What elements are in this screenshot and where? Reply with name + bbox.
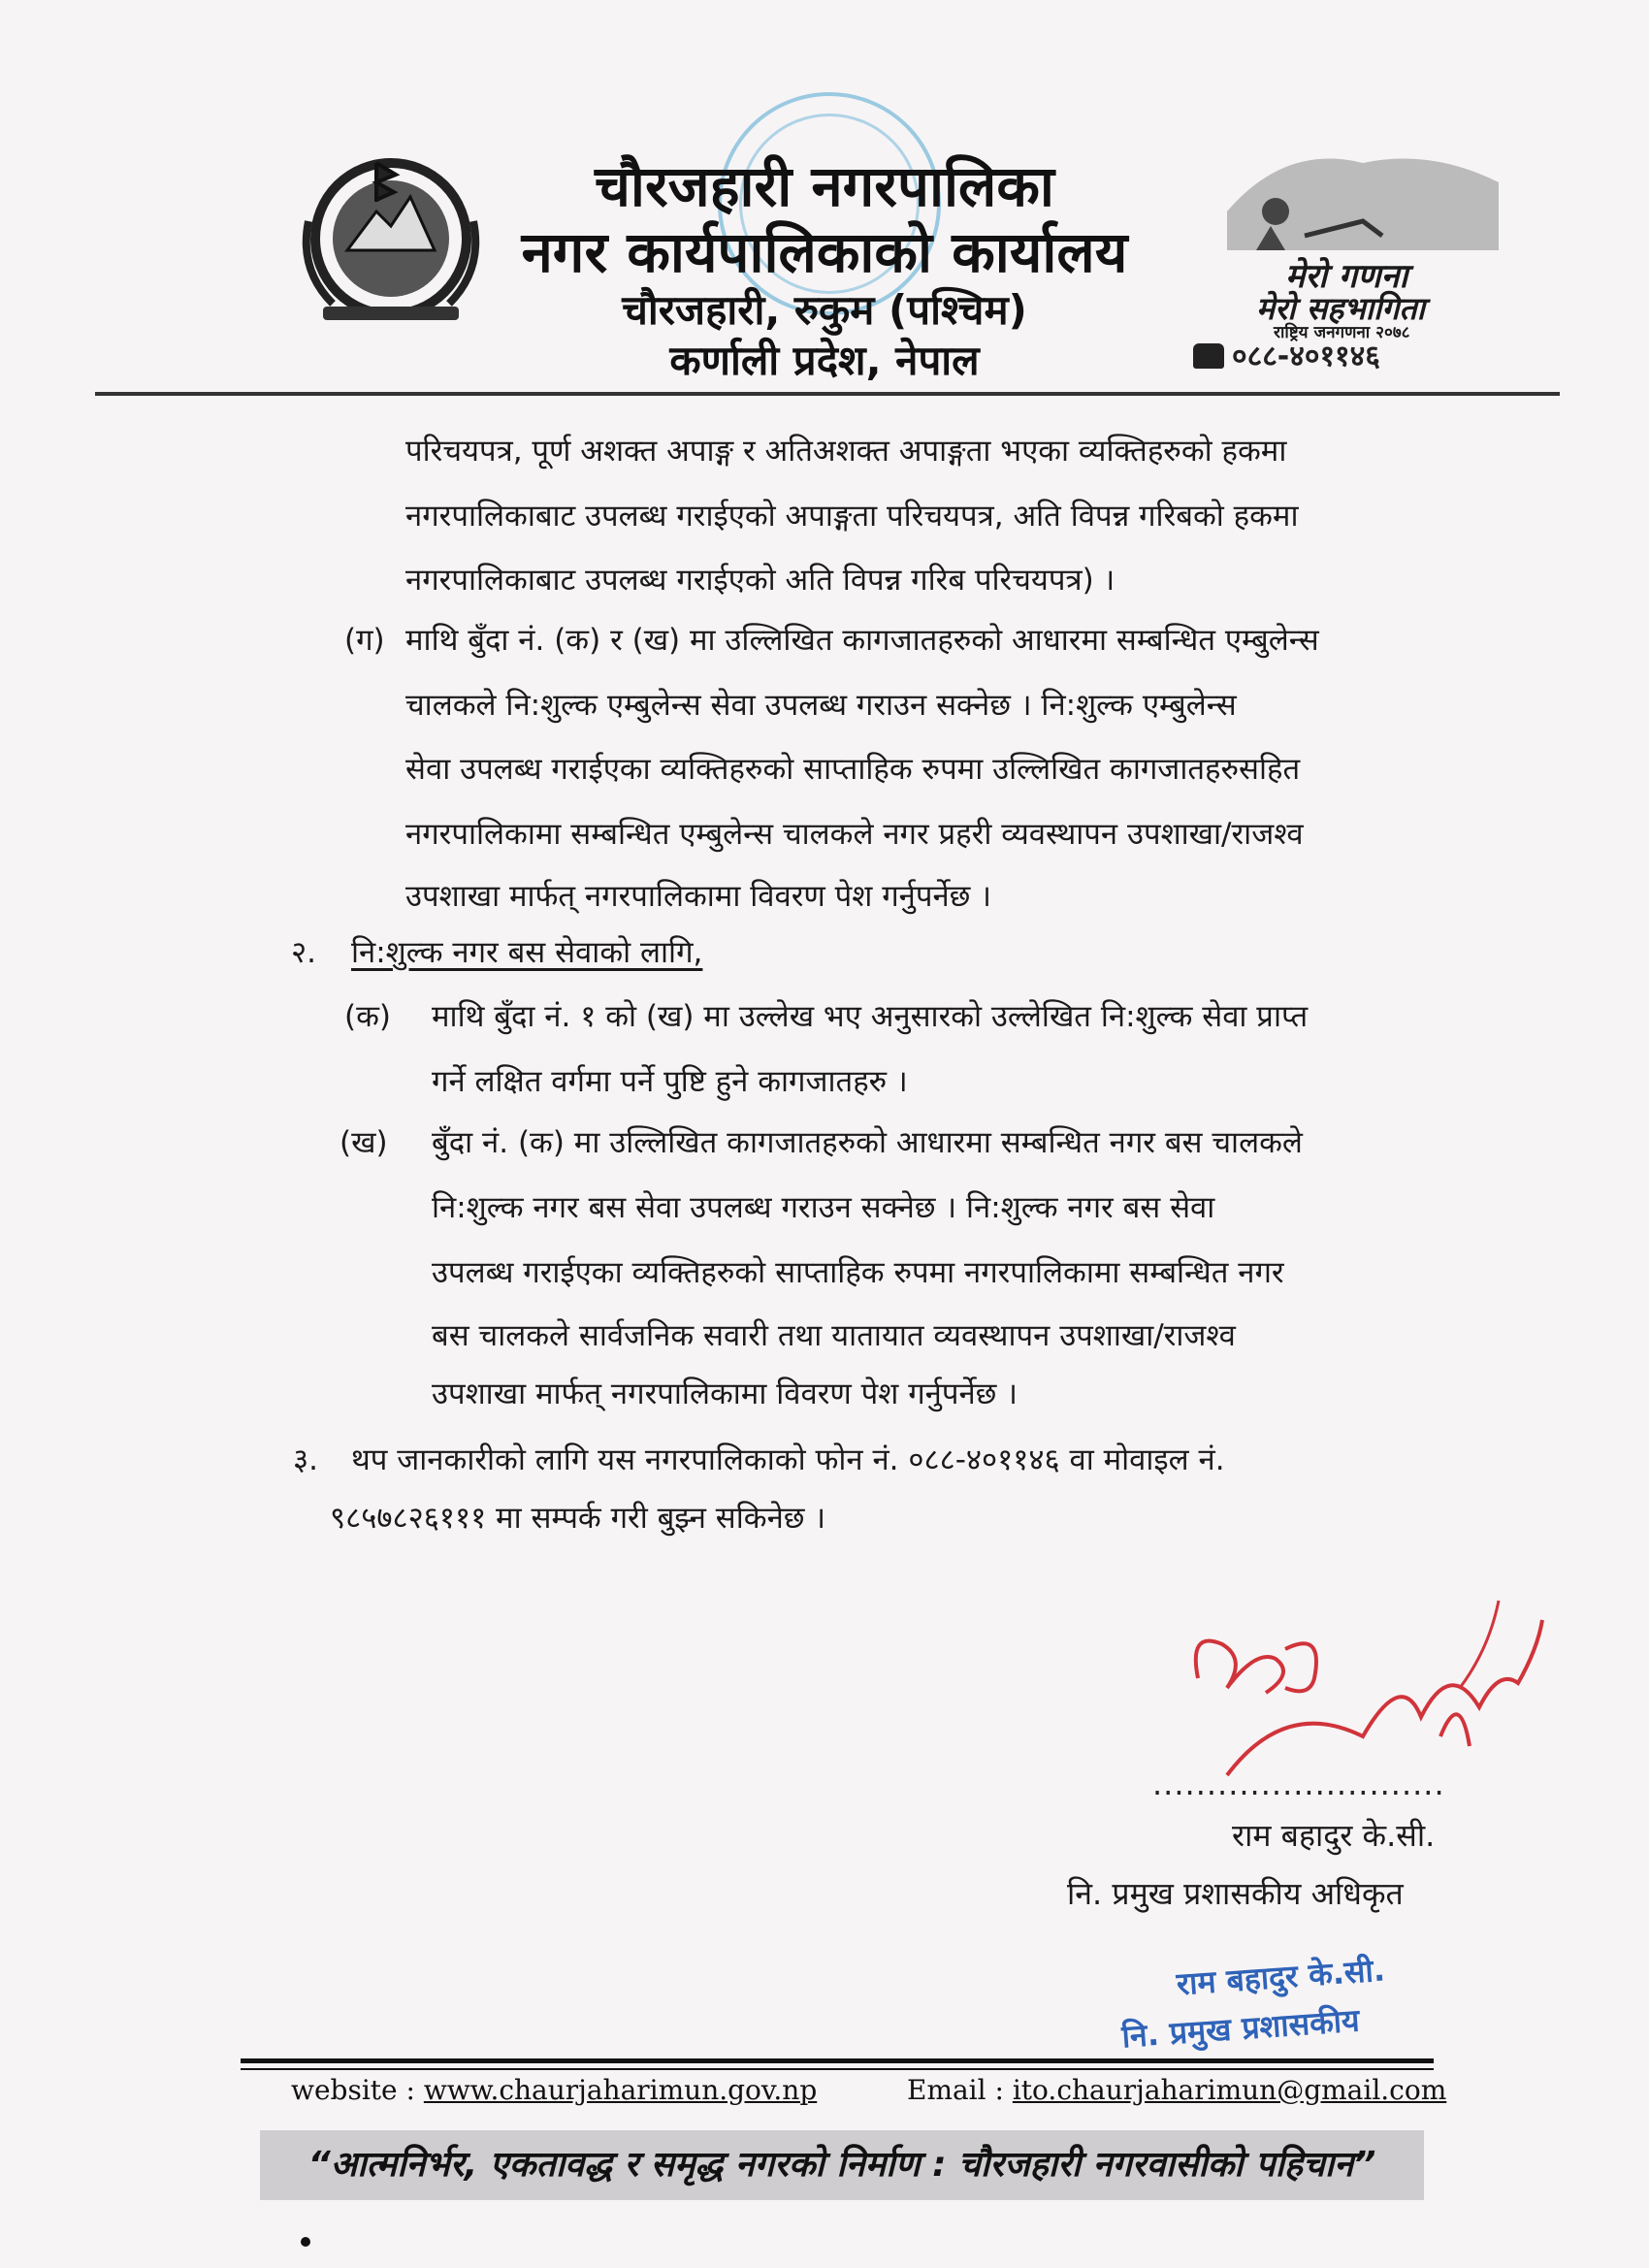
office-address: चौरजहारी, रुकुम (पश्चिम): [622, 286, 1027, 334]
intro-line-3: नगरपालिकाबाट उपलब्ध गराईएको अति विपन्न गरिब परिचयपत्र) ।: [405, 563, 1116, 598]
census-logo: [1217, 144, 1508, 342]
section-2-heading: नि:शुल्क नगर बस सेवाको लागि,: [351, 935, 703, 970]
signatory-name: राम बहादुर के.सी.: [1232, 1817, 1436, 1854]
footer-divider-thin: [241, 2068, 1434, 2070]
section-2-ka-marker: (क): [344, 999, 391, 1034]
section-2-kha-line-1: बुँदा नं. (क) मा उल्लिखित कागजातहरुको आधारमा सम्बन्धित नगर बस चालकले: [432, 1125, 1303, 1160]
section-2-kha-line-3: उपलब्ध गराईएका व्यक्तिहरुको साप्ताहिक रुपमा नगरपालिकामा सम्बन्धित नगर: [432, 1255, 1284, 1290]
section-3-number: ३.: [293, 1442, 318, 1477]
census-slogan-1: मेरो गणना: [1285, 257, 1408, 296]
signature-line: ...........................: [1152, 1766, 1445, 1802]
section-2-ka-line-2: गर्ने लक्षित वर्गमा पर्ने पुष्टि हुने कागजातहरु ।: [432, 1064, 908, 1099]
section-2-kha-line-2: नि:शुल्क नगर बस सेवा उपलब्ध गराउन सक्नेछ । नि:शुल्क नगर बस सेवा: [432, 1190, 1215, 1225]
telephone-icon: [1193, 343, 1224, 369]
item-ga-line-5: उपशाखा मार्फत् नगरपालिकामा विवरण पेश गर्नुपर्नेछ ।: [405, 879, 992, 914]
office-phone-number: ०८८-४०११४६: [1232, 340, 1380, 373]
province-country: कर्णाली प्रदेश, नेपाल: [669, 337, 980, 384]
email-link[interactable]: ito.chaurjaharimun@gmail.com: [1012, 2074, 1447, 2106]
item-ga-line-4: नगरपालिकामा सम्बन्धित एम्बुलेन्स चालकले नगर प्रहरी व्यवस्थापन उपशाखा/राजश्व: [405, 817, 1304, 852]
office-name: नगर कार्यपालिकाको कार्यालय: [521, 219, 1128, 285]
census-slogan-2: मेरो सहभागिता: [1256, 290, 1425, 327]
name-stamp-line-1: राम बहादुर के.सी.: [1175, 1951, 1387, 2003]
email-label: Email :: [907, 2074, 1004, 2106]
website-label: website :: [291, 2074, 415, 2106]
section-2-ka-line-1: माथि बुँदा नं. १ को (ख) मा उल्लेख भए अनुसारको उल्लेखित नि:शुल्क सेवा प्राप्त: [432, 999, 1309, 1034]
census-subtitle: राष्ट्रिय जनगणना २०७८: [1274, 323, 1410, 342]
item-ga-line-3: सेवा उपलब्ध गराईएका व्यक्तिहरुको साप्ताहिक रुपमा उल्लिखित कागजातहरुसहित: [405, 752, 1301, 787]
name-stamp-line-2: नि. प्रमुख प्रशासकीय: [1120, 2001, 1361, 2056]
footer-website: [291, 2074, 817, 2106]
footer-divider-thick: [241, 2058, 1434, 2063]
section-3-line-1: थप जानकारीको लागि यस नगरपालिकाको फोन नं. ०८८-४०११४६ वा मोवाइल नं.: [351, 1442, 1225, 1477]
office-phone: [1193, 335, 1380, 374]
signatory-title: नि. प्रमुख प्रशासकीय अधिकृत: [1067, 1875, 1404, 1912]
website-link[interactable]: www.chaurjaharimun.gov.np: [423, 2074, 818, 2106]
footer-email: [907, 2074, 1446, 2106]
item-ga-line-1: माथि बुँदा नं. (क) र (ख) मा उल्लिखित कागजातहरुको आधारमा सम्बन्धित एम्बुलेन्स: [405, 623, 1319, 658]
item-ga-marker: (ग): [344, 623, 385, 658]
section-2-kha-line-4: बस चालकले सार्वजनिक सवारी तथा यातायात व्यवस्थापन उपशाखा/राजश्व: [432, 1318, 1236, 1353]
section-2-kha-line-5: उपशाखा मार्फत् नगरपालिकामा विवरण पेश गर्नुपर्नेछ ।: [432, 1377, 1018, 1411]
section-2-kha-marker: (ख): [340, 1125, 388, 1160]
intro-line-1: परिचयपत्र, पूर्ण अशक्त अपाङ्ग र अतिअशक्त अपाङ्गता भएका व्यक्तिहरुको हकमा: [405, 434, 1287, 469]
section-2-number: २.: [291, 935, 316, 970]
section-3-line-2: ९८५७८२६१११ मा सम्पर्क गरी बुझ्न सकिनेछ ।: [330, 1501, 826, 1536]
motto-text: “आत्मनिर्भर, एकतावद्ध र समृद्ध नगरको निर्माण : चौरजहारी नगरवासीको पहिचान”: [307, 2145, 1376, 2185]
municipality-name: चौरजहारी नगरपालिका: [595, 153, 1054, 219]
motto-banner: [260, 2130, 1424, 2200]
header-divider: [95, 392, 1560, 396]
intro-line-2: नगरपालिकाबाट उपलब्ध गराईएको अपाङ्गता परिचयपत्र, अति विपन्न गरिबको हकमा: [405, 499, 1299, 534]
name-stamp: [1117, 1943, 1473, 2074]
stray-dot-mark: [301, 2237, 310, 2247]
item-ga-line-2: चालकले नि:शुल्क एम्बुलेन्स सेवा उपलब्ध गराउन सक्नेछ । नि:शुल्क एम्बुलेन्स: [405, 688, 1237, 723]
